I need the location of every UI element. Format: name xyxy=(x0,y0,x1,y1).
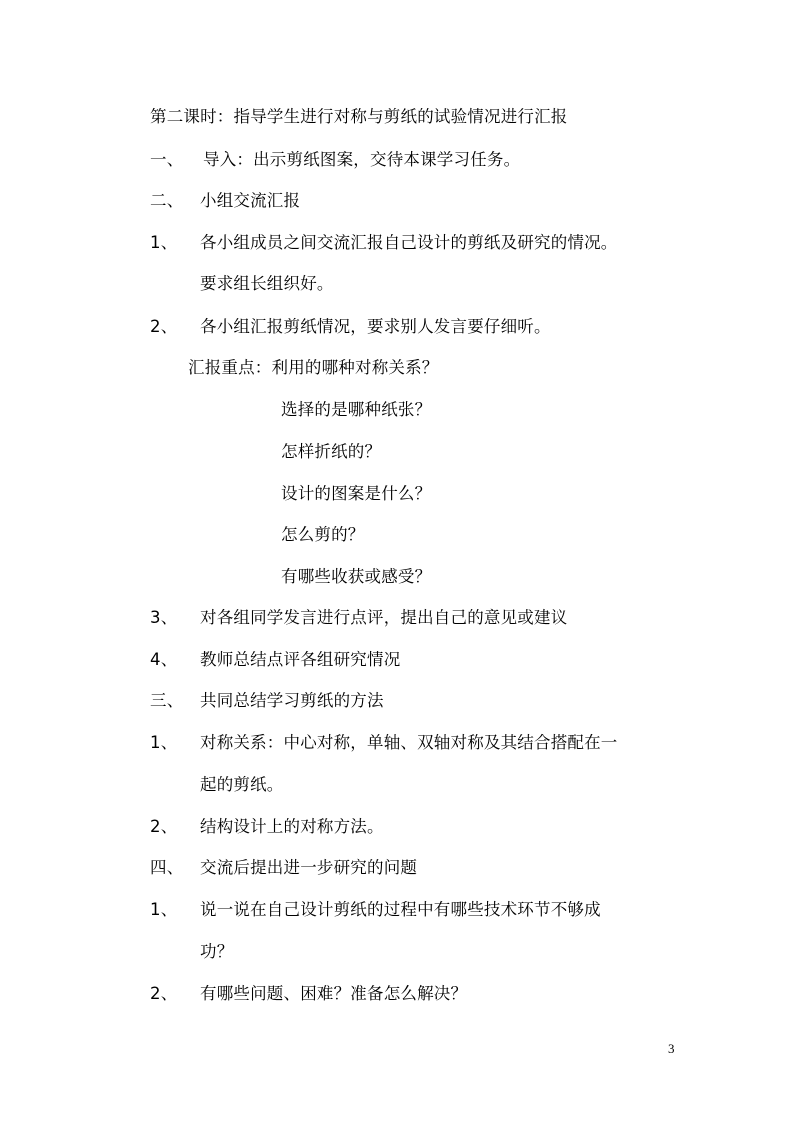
item-number: 1、 xyxy=(150,733,178,752)
item-text: 教师总结点评各组研究情况 xyxy=(200,650,401,669)
item-text: 各小组汇报剪纸情况，要求别人发言要仔细听。 xyxy=(200,317,551,336)
item-text: 共同总结学习剪纸的方法 xyxy=(200,691,384,710)
item-text: 有哪些收获或感受？ xyxy=(281,567,432,586)
item-text: 导入：出示剪纸图案，交待本课学习任务。 xyxy=(203,150,521,169)
item-number: 三、 xyxy=(150,691,184,710)
lesson-heading-text: 第二课时：指导学生进行对称与剪纸的试验情况进行汇报 xyxy=(150,107,568,126)
item-number: 一、 xyxy=(150,150,184,169)
item-text: 设计的图案是什么？ xyxy=(281,484,432,503)
item-text: 汇报重点：利用的哪种对称关系？ xyxy=(188,358,439,377)
page-number: 3 xyxy=(668,1041,675,1056)
item-number: 3、 xyxy=(150,608,178,627)
item-text: 各小组成员之间交流汇报自己设计的剪纸及研究的情况。 xyxy=(200,233,618,252)
item-text: 小组交流汇报 xyxy=(200,191,301,210)
item-text: 对称关系：中心对称，单轴、双轴对称及其结合搭配在一 xyxy=(200,733,618,752)
item-number: 2、 xyxy=(150,317,178,336)
item-number: 1、 xyxy=(150,233,178,252)
item-text: 起的剪纸。 xyxy=(200,775,284,794)
item-number: 四、 xyxy=(150,858,184,877)
item-text: 功？ xyxy=(200,942,234,961)
item-text: 有哪些问题、困难？准备怎么解决？ xyxy=(200,984,468,1003)
item-number: 二、 xyxy=(150,191,184,210)
item-number: 4、 xyxy=(150,650,178,669)
item-text: 说一说在自己设计剪纸的过程中有哪些技术环节不够成 xyxy=(200,900,601,919)
item-text: 结构设计上的对称方法。 xyxy=(200,817,384,836)
item-number: 1、 xyxy=(150,900,178,919)
item-text: 要求组长组织好。 xyxy=(200,274,334,293)
item-text: 怎样折纸的？ xyxy=(281,442,382,461)
item-text: 交流后提出进一步研究的问题 xyxy=(200,858,418,877)
item-text: 对各组同学发言进行点评，提出自己的意见或建议 xyxy=(200,608,568,627)
item-text: 怎么剪的？ xyxy=(281,525,365,544)
item-number: 2、 xyxy=(150,817,178,836)
item-number: 2、 xyxy=(150,984,178,1003)
item-text: 选择的是哪种纸张？ xyxy=(281,400,432,419)
